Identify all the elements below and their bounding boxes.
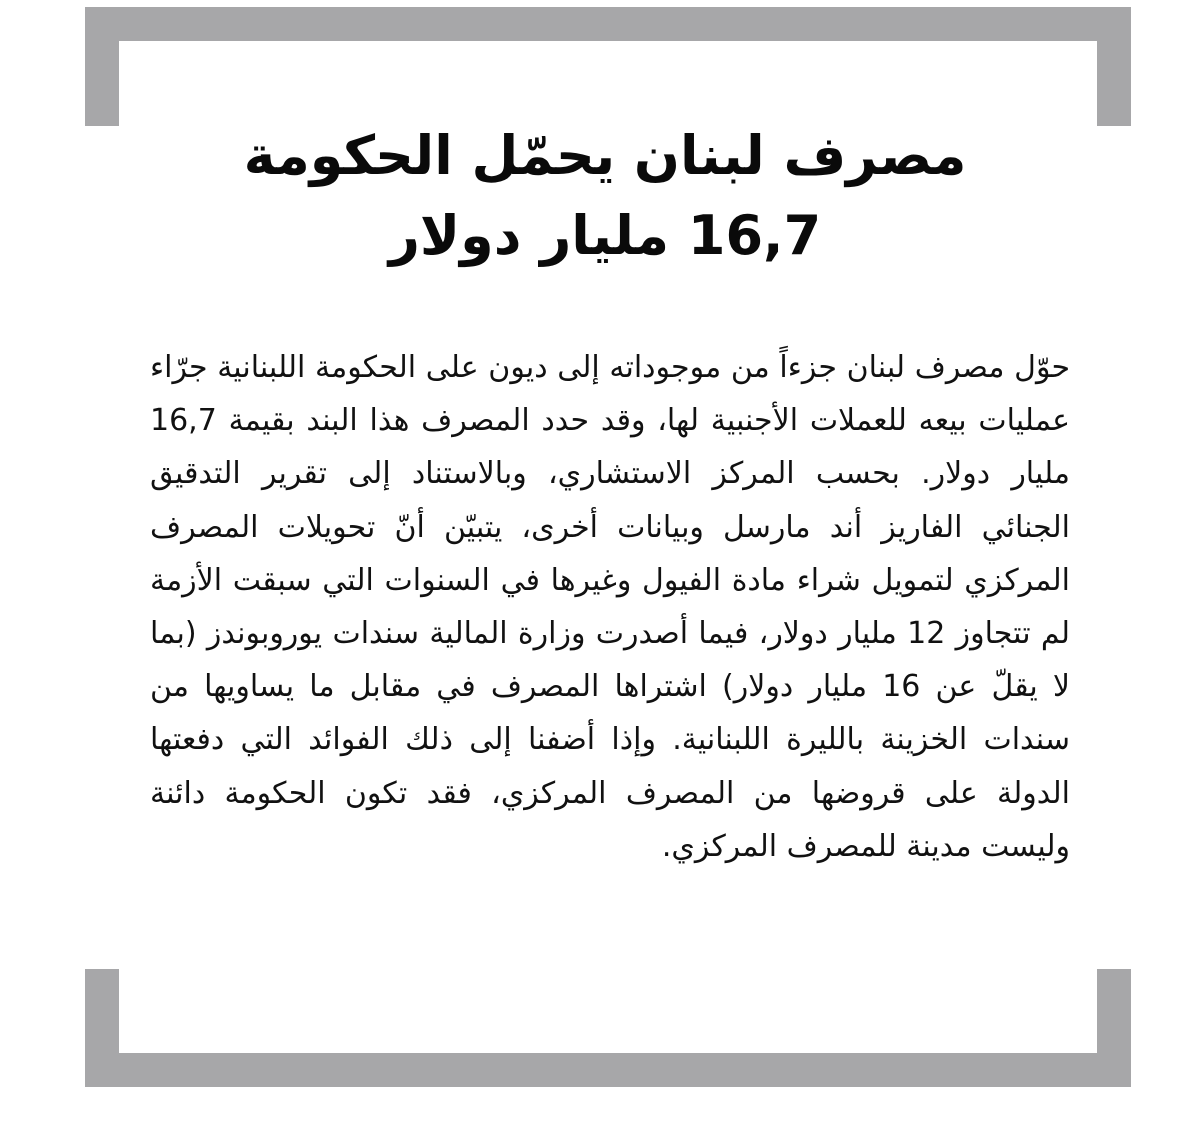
frame-bottom-bar — [85, 1053, 1131, 1087]
frame-bottom-left-leg — [85, 969, 119, 1087]
article-body: حوّل مصرف لبنان جزءاً من موجوداته إلى ديون على الحكومة اللبنانية جرّاء عمليات بيعه للعملات الأجنبية لها، وقد حدد المصرف هذا البند بقيمة 16,7 مليار دولار. بحسب المركز الاستشاري، وبالاستناد إلى تقرير التدقيق الجنائي الفاريز أند مارسل وبيانات أخرى، يتبيّن أنّ تحويلات المصرف المركزي لتمويل شراء مادة الفيول وغيرها في السنوات التي سبقت الأزمة لم تتجاوز 12 مليار دولار، فيما أصدرت وزارة المالية سندات يوروبوندز (بما لا يقلّ عن 16 مليار دولار) اشتراها المصرف في مقابل ما يساويها من سندات الخزينة بالليرة اللبنانية. وإذا أضفنا إلى ذلك الفوائد التي دفعتها الدولة على قروضها من المصرف المركزي، فقد تكون الحكومة دائنة وليست مدينة للمصرف المركزي. — [150, 350, 1071, 864]
article-headline — [150, 116, 1060, 276]
frame-top-left-leg — [85, 7, 119, 126]
headline-line-1: مصرف لبنان يحمّل الحكومة — [243, 124, 967, 187]
headline-line-2: 16,7 مليار دولار — [388, 204, 822, 267]
frame-top-bar — [85, 7, 1131, 41]
frame-bottom-right-leg — [1097, 969, 1131, 1087]
frame-top-right-leg — [1097, 7, 1131, 126]
